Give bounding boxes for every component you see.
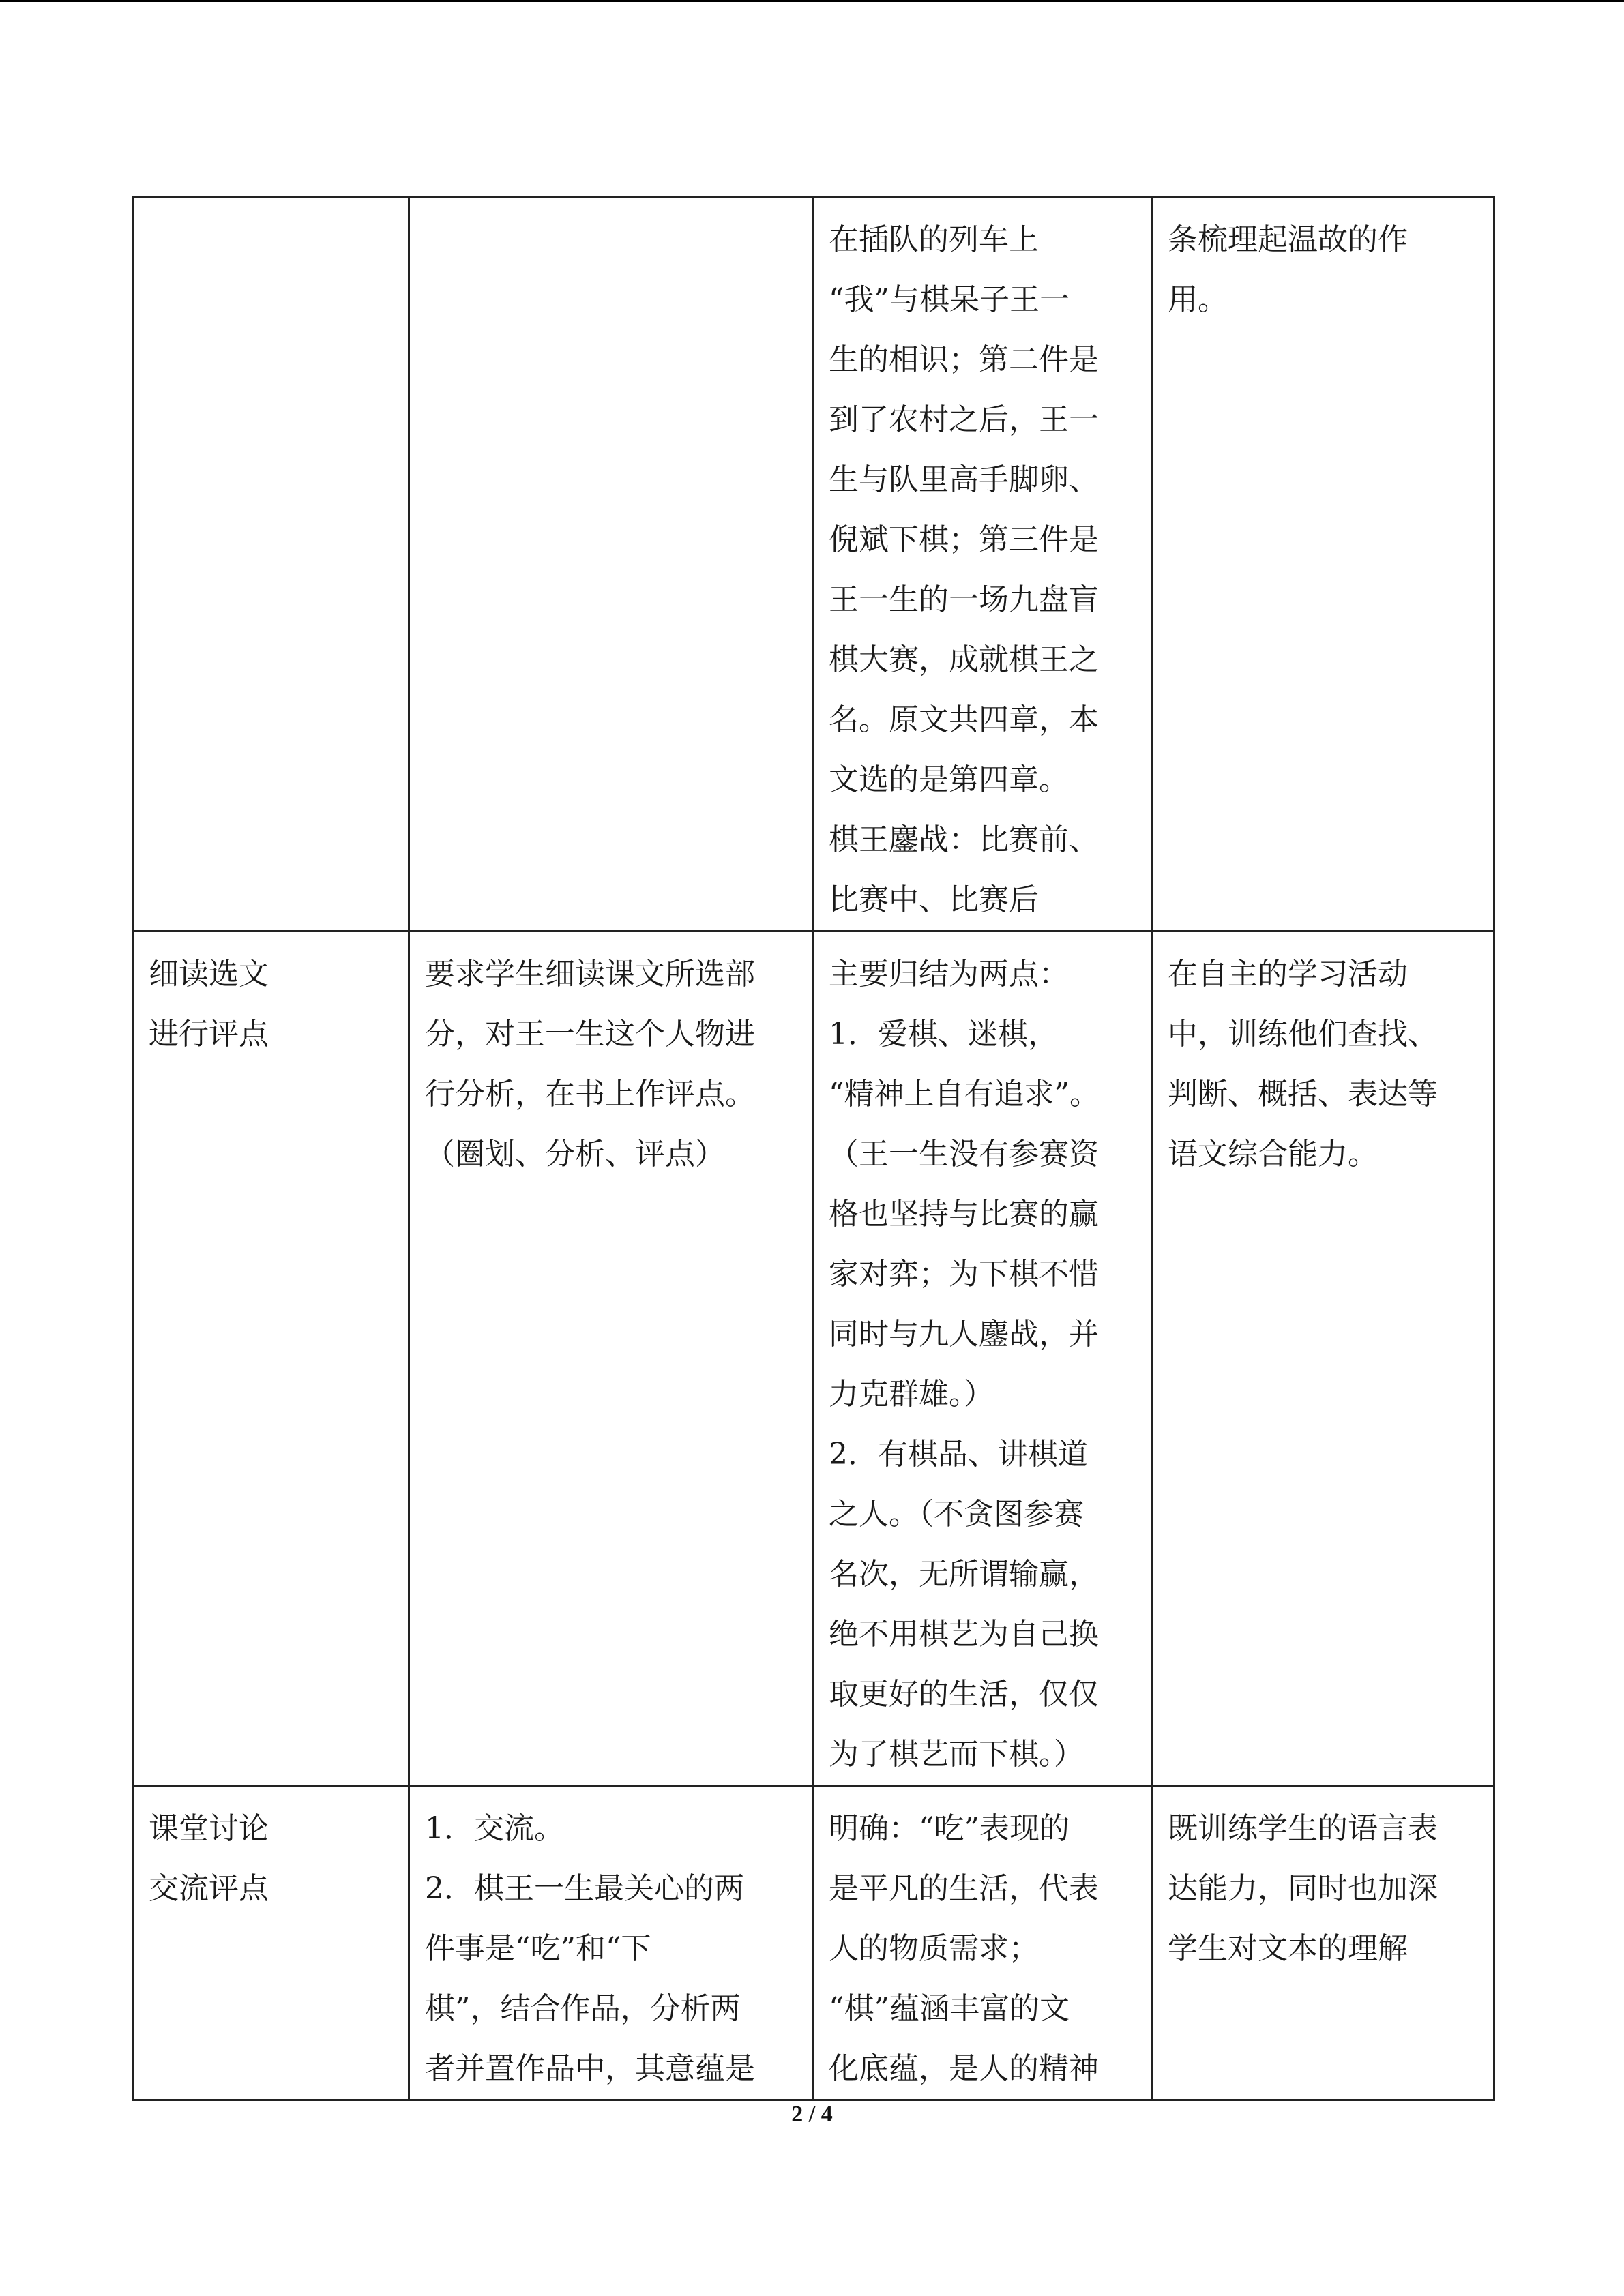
cell-text-line: “我”与棋呆子王一 — [829, 282, 1069, 317]
lesson-plan-table — [132, 196, 1495, 2101]
cell-text-line: “精神上自有追求”。 — [829, 1077, 1099, 1112]
cell-text-line: 用。 — [1168, 282, 1228, 317]
teacher-activity-cell — [409, 197, 813, 931]
page-top-rule — [0, 0, 1624, 2]
cell-text-line: 人的物质需求； — [829, 1931, 1039, 1966]
cell-text-line: 倪斌下棋；第三件是 — [829, 522, 1099, 557]
cell-text-line: 取更好的生活，仅仅 — [829, 1677, 1099, 1712]
cell-text-line: 件事是“吃”和“下 — [425, 1931, 651, 1966]
cell-text-line: （王一生没有参赛资 — [829, 1137, 1099, 1172]
cell-text-line: 王一生的一场九盘盲 — [829, 582, 1099, 617]
cell-text-line: 者并置作品中，其意蕴是 — [425, 2051, 755, 2086]
cell-text-line: 文选的是第四章。 — [829, 762, 1069, 797]
cell-text-line: 在插队的列车上 — [829, 222, 1039, 257]
cell-text-line: 同时与九人鏖战，并 — [829, 1317, 1099, 1352]
cell-text-line: 1．交流。 — [425, 1811, 564, 1846]
cell-text-line: 之人。（不贪图参赛 — [829, 1497, 1084, 1532]
cell-text-line: 比赛中、比赛后 — [829, 882, 1039, 917]
design-intent-cell — [1152, 197, 1494, 931]
stage-cell — [133, 1786, 409, 2100]
student-activity-cell — [813, 1786, 1152, 2100]
table-row — [133, 197, 1494, 931]
cell-text-line: 绝不用棋艺为自己换 — [829, 1617, 1099, 1652]
cell-text-line: 判断、概括、表达等 — [1168, 1077, 1438, 1112]
stage-cell — [133, 197, 409, 931]
student-activity-cell — [813, 931, 1152, 1786]
cell-text-line: 学生对文本的理解 — [1168, 1931, 1408, 1966]
teacher-activity-cell — [409, 1786, 813, 2100]
cell-text-line: 2．棋王一生最关心的两 — [425, 1871, 744, 1906]
cell-text-line: 细读选文 — [149, 957, 269, 992]
cell-text-line: 到了农村之后，王一 — [829, 402, 1099, 437]
cell-text-line: 语文综合能力。 — [1168, 1137, 1378, 1172]
page-number: 2 / 4 — [791, 2102, 833, 2127]
cell-text-line: 中，训练他们查找、 — [1168, 1017, 1438, 1052]
cell-text-line: 棋”，结合作品，分析两 — [425, 1991, 741, 2026]
table-row — [133, 1786, 1494, 2100]
cell-text-line: 1．爱棋、迷棋， — [829, 1017, 1058, 1052]
cell-text-line: 家对弈；为下棋不惜 — [829, 1257, 1099, 1292]
cell-text-line: 2．有棋品、讲棋道 — [829, 1437, 1088, 1472]
cell-text-line: 是平凡的生活，代表 — [829, 1871, 1099, 1906]
cell-text-line: 交流评点 — [149, 1871, 269, 1906]
design-intent-cell — [1152, 931, 1494, 1786]
cell-text-line: 名。原文共四章，本 — [829, 702, 1099, 737]
cell-text-line: 生的相识；第二件是 — [829, 342, 1099, 377]
cell-text-line: 行分析，在书上作评点。 — [425, 1077, 755, 1112]
cell-text-line: 为了棋艺而下棋。） — [829, 1737, 1084, 1772]
design-intent-cell — [1152, 1786, 1494, 2100]
cell-text-line: 主要归结为两点： — [829, 957, 1069, 992]
cell-text-line: 棋大赛，成就棋王之 — [829, 642, 1099, 677]
student-activity-cell — [813, 197, 1152, 931]
cell-text-line: 化底蕴，是人的精神 — [829, 2051, 1099, 2086]
table-row — [133, 931, 1494, 1786]
cell-text-line: 进行评点 — [149, 1017, 269, 1052]
cell-text-line: 明确：“吃”表现的 — [829, 1811, 1069, 1846]
cell-text-line: 在自主的学习活动 — [1168, 957, 1408, 992]
teacher-activity-cell — [409, 931, 813, 1786]
cell-text-line: 力克群雄。） — [829, 1377, 994, 1412]
cell-text-line: 要求学生细读课文所选部 — [425, 957, 755, 992]
cell-text-line: 课堂讨论 — [149, 1811, 269, 1846]
cell-text-line: 条梳理起温故的作 — [1168, 222, 1408, 257]
cell-text-line: （圈划、分析、评点） — [425, 1137, 725, 1172]
cell-text-line: 达能力，同时也加深 — [1168, 1871, 1438, 1906]
stage-cell — [133, 931, 409, 1786]
cell-text-line: 分，对王一生这个人物进 — [425, 1017, 755, 1052]
cell-text-line: “棋”蕴涵丰富的文 — [829, 1991, 1069, 2026]
cell-text-line: 格也坚持与比赛的赢 — [829, 1197, 1099, 1232]
cell-text-line: 生与队里高手脚卵、 — [829, 462, 1099, 497]
cell-text-line: 名次，无所谓输赢， — [829, 1557, 1099, 1592]
cell-text-line: 既训练学生的语言表 — [1168, 1811, 1438, 1846]
cell-text-line: 棋王鏖战：比赛前、 — [829, 822, 1099, 857]
